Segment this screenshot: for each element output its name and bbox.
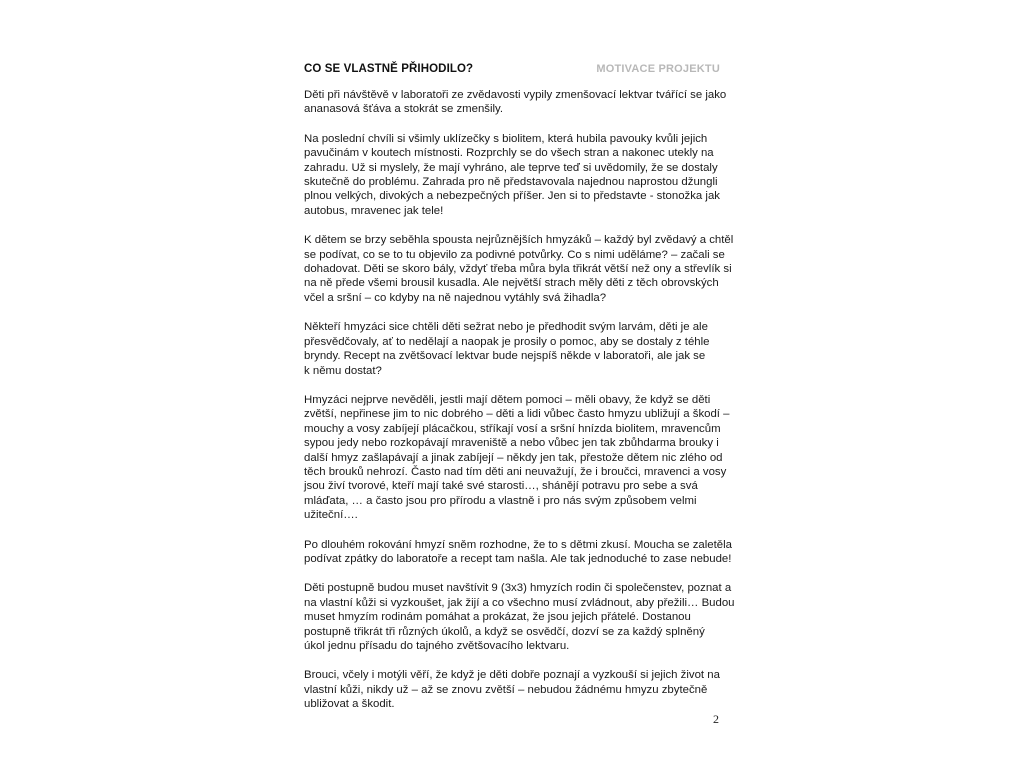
text-line: pavučinám v koutech místnosti. Rozprchly se do všech stran a nakonec utekly na <box>304 147 714 160</box>
text-line: se podívat, co se to tu objevilo za podivné potvůrky. Co s nimi uděláme? – začali se <box>304 248 725 261</box>
paragraph <box>304 393 730 523</box>
text-line: Na poslední chvíli si všimly uklízečky s biolitem, která hubila pavouky kvůli jejich <box>304 132 708 145</box>
text-line: Děti postupně budou muset navštívit 9 (3x3) hmyzích rodin či společenstev, poznat a <box>304 582 732 595</box>
text-line: další hmyz zašlapávají a jinak zabíjejí – někdy jen tak, přestože dětem nic zlého od <box>304 451 723 464</box>
text-line: K dětem se brzy seběhla spousta nejrůznějších hmyzáků – každý byl zvědavý a chtěl <box>304 234 734 247</box>
text-line: Někteří hmyzáci sice chtěli děti sežrat nebo je předhodit svým larvám, děti je ale <box>304 321 708 334</box>
text-line: bryndy. Recept na zvětšovací lektvar bude nejspíš někde v laboratoři, ale jak se <box>304 350 706 363</box>
paragraph <box>304 538 732 567</box>
paragraph <box>304 581 735 653</box>
text-line: zahradu. Už si myslely, že mají vyhráno, ale teprve teď si uvědomily, že se dostaly <box>304 161 718 174</box>
text-line: sypou jedy nebo rozkopávají mraveniště a nebo vůbec jen tak zbůhdarma brouky i <box>304 437 719 450</box>
text-line: Po dlouhém rokování hmyzí sněm rozhodne, že to s dětmi zkusí. Moucha se zaletěla <box>304 538 732 551</box>
paragraph <box>304 88 726 117</box>
paragraph <box>304 233 734 305</box>
text-line: užiteční…. <box>304 509 358 522</box>
paragraph <box>304 668 726 711</box>
text-line: mláďata, … a často jsou pro přírodu a vlastně i pro nás svým způsobem velmi <box>304 494 697 507</box>
body-text <box>304 88 735 727</box>
section-heading: CO SE VLASTNĚ PŘIHODILO? <box>304 63 474 75</box>
text-line: ananasová šťáva a stokrát se zmenšily. <box>304 103 504 116</box>
page-header <box>304 63 720 79</box>
text-line: podívat zpátky do laboratoře a recept tam našla. Ale tak jednoduché to zase nebude! <box>304 552 732 565</box>
text-line: k němu dostat? <box>304 364 382 377</box>
text-line: ubližovat a škodit. <box>304 698 395 711</box>
text-line: těch brouků nehrozí. Často nad tím děti ani neuvažují, že i broučci, mravenci a vosy <box>304 465 727 478</box>
text-line: mouchy a vosy zabíjejí plácačkou, stříkají vosí a sršní hnízda biolitem, mravencům <box>304 422 721 435</box>
text-line: přesvědčovaly, ať to nedělají a naopak je prosily o pomoc, aby se dostaly z téhle <box>304 335 710 348</box>
paragraph <box>304 132 726 218</box>
text-line: úkol jednu přísadu do tajného zvětšovacího lektvaru. <box>304 640 570 652</box>
text-line: včel a sršní – co kdyby na ně najednou vytáhly svá žihadla? <box>304 291 607 304</box>
project-section-label: MOTIVACE PROJEKTU <box>596 63 720 75</box>
text-line: na vlastní kůži si vyzkoušet, jak žijí a co všechno musí zvládnout, aby přežili… Budou <box>304 596 735 609</box>
text-line: plnou velkých, divokých a nebezpečných příšer. Jen si to představte - stonožka jak <box>304 190 720 203</box>
page-number: 2 <box>713 712 719 726</box>
paragraph <box>304 320 726 378</box>
text-line: Brouci, včely i motýli věří, že když je děti dobře poznají a vyzkouší si jejich život na <box>304 669 720 682</box>
text-line: vlastní kůži, nikdy už – až se znovu zvětší – nebudou žádnému hmyzu zbytečně <box>304 683 708 696</box>
text-line: autobus, mravenec jak tele! <box>304 204 444 217</box>
text-line: Hmyzáci nejprve nevěděli, jestli mají dětem pomoci – měli obavy, že když se děti <box>304 393 711 406</box>
text-line: jsou živí tvorové, kteří mají také své starosti…, shánějí potravu pro sebe a svá <box>304 480 698 493</box>
text-line: na ně přede všemi brousil kusadla. Ale největší strach měly děti z těch obrovských <box>304 277 719 290</box>
text-line: Děti při návštěvě v laboratoři ze zvědavosti vypily zmenšovací lektvar tvářící se jako <box>304 89 727 101</box>
text-line: skutečně do problému. Zahrada pro ně představovala najednou naprostou džungli <box>304 176 718 189</box>
text-line: muset hmyzím rodinám pomáhat a prokázat, že jsou jejich přátelé. Dostanou <box>304 611 691 624</box>
text-line: zvětší, nepřinese jim to nic dobrého – děti a lidi vůbec často hmyzu ubližují a škodí – <box>304 408 730 421</box>
text-line: postupně třikrát tři různých úkolů, a když se osvědčí, dozví se za každý splněný <box>304 625 705 638</box>
text-line: dohadovat. Děti se skoro bály, vždyť třeba můra byla třikrát větší než ony a střevlík si <box>304 263 732 276</box>
